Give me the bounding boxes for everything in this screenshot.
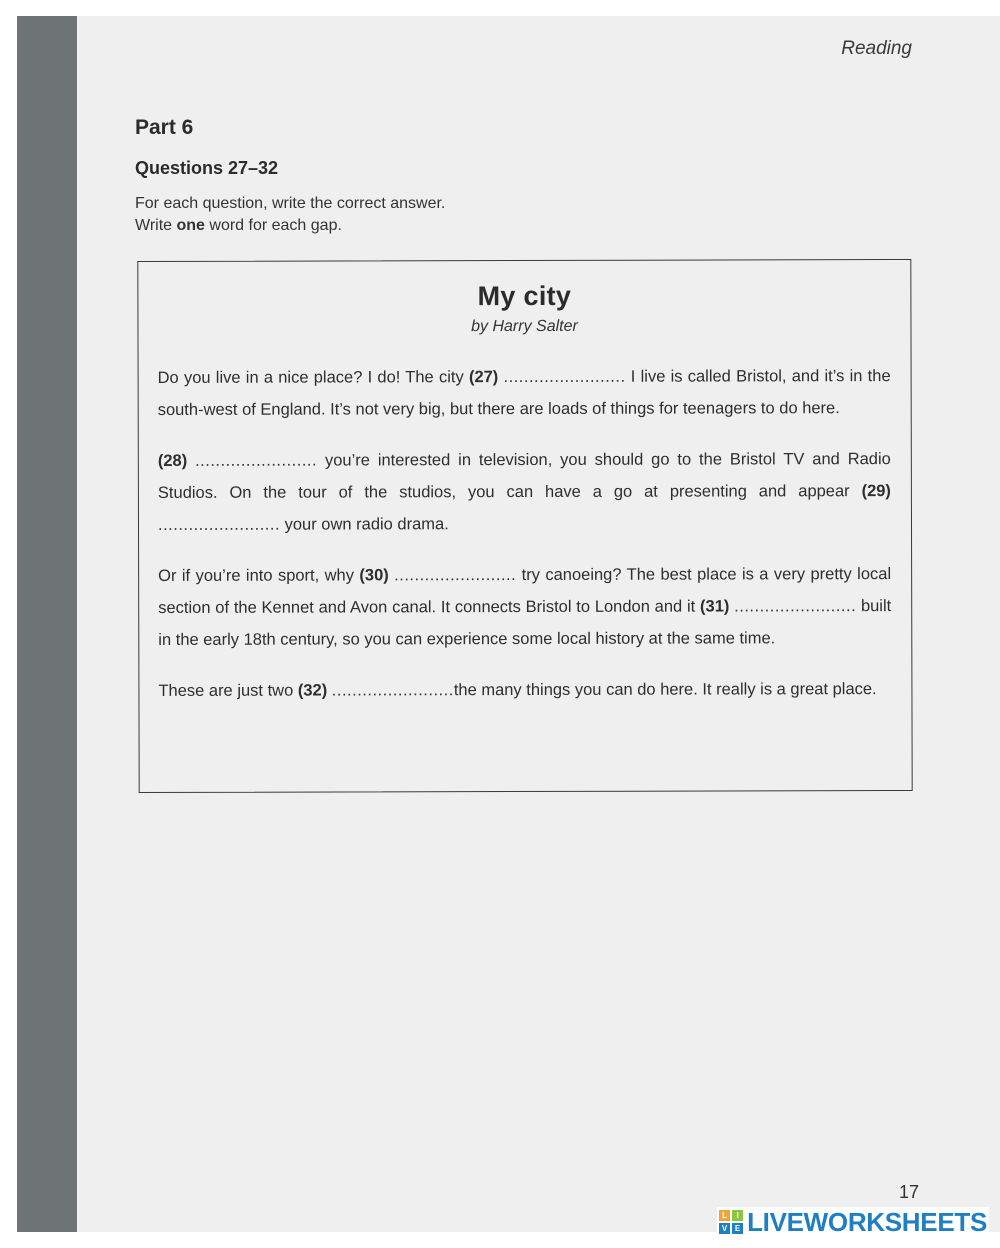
paragraph-2: (28) ........................ you’re interested in television, you should go to the Bristol TV and Radio Studios. On the tour of the studios, you can have a go at presenting and appear (29) ........................ your own radio drama. — [157, 450, 891, 534]
gap-number-32: (32) — [297, 681, 328, 700]
liveworksheets-icon — [719, 1210, 743, 1234]
instruction-line-2: Write one word for each gap. — [135, 217, 342, 234]
reading-text-box — [137, 259, 912, 793]
questions-range: Questions 27–32 — [135, 158, 279, 178]
instruction-line-1: For each question, write the correct answer. — [135, 195, 446, 212]
worksheet-page — [17, 16, 1000, 1232]
binding-spine — [17, 16, 77, 1232]
logo-letter-l: L — [719, 1210, 730, 1221]
story-title: My city — [477, 280, 572, 312]
gap-number-27: (27) — [468, 368, 499, 387]
gap-32-blank[interactable]: ........................ — [331, 681, 454, 700]
gap-number-30: (30) — [359, 566, 389, 585]
gap-number-31: (31) — [699, 597, 730, 616]
part-title: Part 6 — [135, 116, 194, 139]
paragraph-4: These are just two (32) ........................the many things you can do here. It really is a great place. — [158, 680, 877, 700]
paragraph-3: Or if you’re into sport, why (30) ........................ try canoeing? The best place is a very pretty local section of the Kennet and Avon canal. It connects Bristol to London and it (31) ........................ built in the early 18th century, so you can experience some local history at the same time. — [158, 565, 892, 649]
emphasis-one: one — [176, 217, 205, 234]
instructions — [135, 193, 445, 237]
page-number: 17 — [899, 1182, 920, 1202]
gap-number-28: (28) — [157, 451, 188, 470]
gap-30-blank[interactable]: ........................ — [394, 566, 517, 585]
gap-number-29: (29) — [861, 482, 891, 501]
liveworksheets-logo — [717, 1207, 989, 1237]
logo-letter-e: E — [732, 1223, 743, 1234]
logo-letter-i: I — [732, 1210, 743, 1221]
gap-29-blank[interactable]: ........................ — [157, 515, 281, 534]
gap-28-blank[interactable]: ........................ — [195, 451, 318, 470]
section-label: Reading — [841, 38, 912, 59]
story-author: by Harry Salter — [471, 317, 578, 336]
paragraph-1: Do you live in a nice place? I do! The city (27) ........................ I live is called Bristol, and it’s in the south-west of England. It’s not very big, but there are loads of things for teenagers to do here. — [157, 367, 891, 419]
gap-27-blank[interactable]: ........................ — [503, 367, 626, 387]
story-body — [158, 360, 892, 726]
logo-letter-v: V — [719, 1223, 730, 1234]
gap-31-blank[interactable]: ........................ — [734, 597, 857, 616]
liveworksheets-wordmark: LIVEWORKSHEETS — [747, 1206, 987, 1237]
